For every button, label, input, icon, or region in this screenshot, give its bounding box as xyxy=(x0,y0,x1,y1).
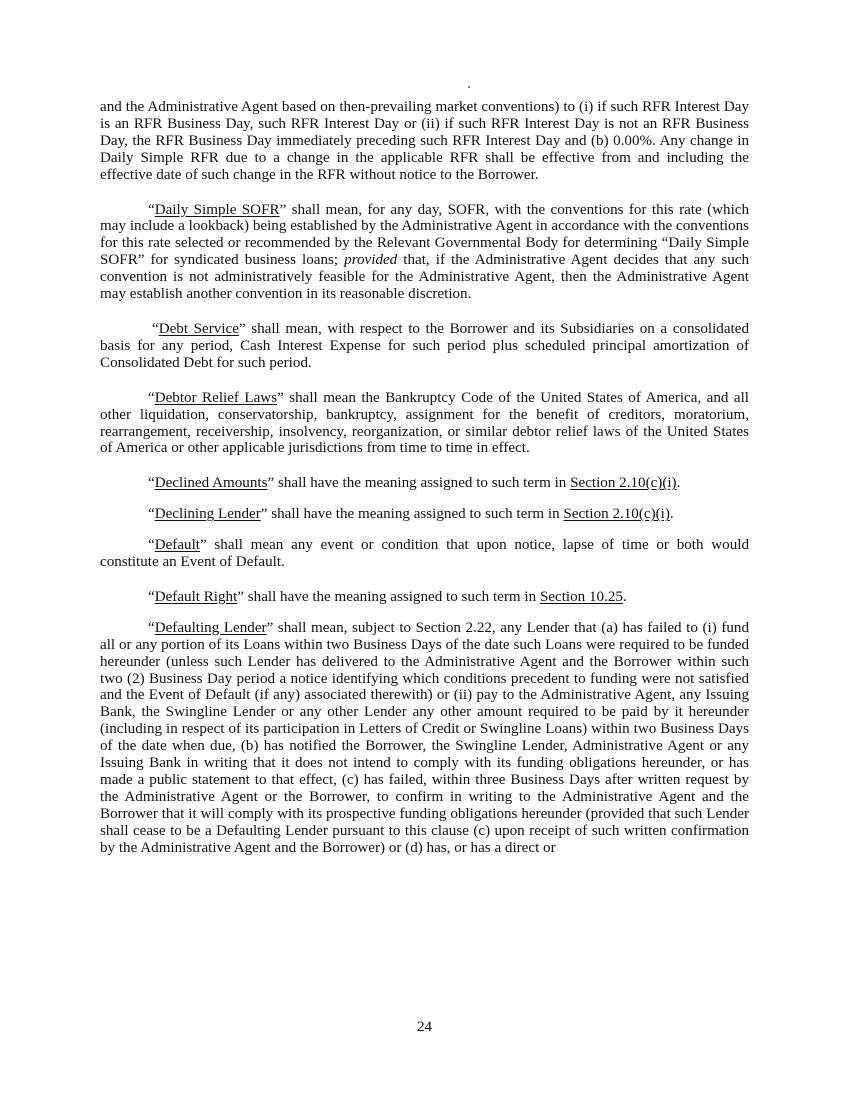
definition-debtor-relief-laws: “Debtor Relief Laws” shall mean the Bankruptcy Code of the United States of America, and all other liquidation, conservatorship, bankruptcy, assignment for the benefit of creditors, moratorium, rearrangement, receivership, insolvency, reorganization, or similar debtor relief laws of the United States of America or other applicable jurisdictions from time to time in effect. xyxy=(100,389,749,457)
period: . xyxy=(622,588,627,605)
period: . xyxy=(669,506,674,523)
section-reference: Section 2.10(c)(i) xyxy=(563,506,670,523)
definition-default-right: “Default Right” shall have the meaning assigned to such term in Section 10.25. xyxy=(148,588,627,605)
definition-text: ” shall have the meaning assigned to such term in xyxy=(260,506,564,523)
defined-term: Debtor Relief Laws xyxy=(154,389,278,406)
defined-term: Default Right xyxy=(154,588,238,605)
section-reference: Section 2.10(c)(i) xyxy=(570,475,677,492)
period: . xyxy=(676,475,681,492)
definition-text: ” shall mean, subject to Section 2.22, any Lender that (a) has failed to (i) fund all or any portion of its Loans within two Business Days of the date such Loans were required to be funded hereunder (unless such Lender has delivered to the Administrative Agent and the Borrower within such two (2) Business Day period a notice identifying which conditions precedent to funding were not satisfied and the Event of Default (if any) associated therewith) or (ii) pay to the Administrative Agent, any Issuing Bank, the Swingline Lender or any other Lender any other amount required to be paid by it hereunder (including in respect of its participation in Letters of Credit or Swingline Loans) within two Business Days of the date when due, (b) has notified the Borrower, the Swingline Lender, Administrative Agent or any Issuing Bank in writing that it does not intend to comply with its funding obligations hereunder, or has made a public statement to that effect, (c) has failed, within three Business Days after written request by the Administrative Agent or the Borrower, to confirm in writing to the Administrative Agent and the Borrower that it will comply with its prospective funding obligations hereunder (provided that such Lender shall cease to be a Defaulting Lender pursuant to this clause (c) upon receipt of such written confirmation by the Administrative Agent and the Borrower) or (d) has, or has a direct or xyxy=(100,619,749,856)
defined-term: Declined Amounts xyxy=(154,475,268,492)
document-body xyxy=(100,99,749,875)
defined-term: Declining Lender xyxy=(154,506,261,523)
defined-term: Default xyxy=(154,537,200,554)
definition-debt-service: “Debt Service” shall mean, with respect to the Borrower and its Subsidiaries on a consolidated basis for any period, Cash Interest Expense for such period plus scheduled principal amortization of Consolidated Debt for such period. xyxy=(100,320,749,371)
definition-text: ” shall mean, for any day, SOFR, with the conventions for this rate (which may include a lookback) being established by the Administrative Agent in accordance with the conventions for this rate selected or recommended by the Relevant Governmental Body for determining “Daily Simple SOFR” for syndicated business loans; xyxy=(100,201,750,269)
definition-text: ” shall have the meaning assigned to such term in xyxy=(267,475,571,492)
definition-declining-lender: “Declining Lender” shall have the meaning assigned to such term in Section 2.10(c)(i). xyxy=(148,506,674,523)
scan-speck xyxy=(468,86,470,88)
definition-text: ” shall mean the Bankruptcy Code of the United States of America, and all other liquidation, conservatorship, bankruptcy, assignment for the benefit of creditors, moratorium, rearrangement, receivership, insolvency, reorganization, or similar debtor relief laws of the United States of America or other applicable jurisdictions from time to time in effect. xyxy=(100,389,749,457)
paragraph-daily-simple-rfr-continued: and the Administrative Agent based on then-prevailing market conventions) to (i) if such RFR Interest Day is an RFR Business Day, such RFR Interest Day or (ii) if such RFR Interest Day is not an RFR Business Day, the RFR Business Day immediately preceding such RFR Interest Day and (b) 0.00%. Any change in Daily Simple RFR due to a change in the applicable RFR shall be effective from and including the effective date of such change in the RFR without notice to the Borrower. xyxy=(100,99,749,183)
definition-declined-amounts: “Declined Amounts” shall have the meaning assigned to such term in Section 2.10(c)(i). xyxy=(148,475,681,492)
definition-daily-simple-sofr: “Daily Simple SOFR” shall mean, for any day, SOFR, with the conventions for this rate (which may include a lookback) being established by the Administrative Agent in accordance with the conventions for this rate selected or recommended by the Relevant Governmental Body for determining “Daily Simple SOFR” for syndicated business loans; provided that, if the Administrative Agent decides that any such convention is not administratively feasible for the Administrative Agent, then the Administrative Agent may establish another convention in its reasonable discretion. xyxy=(100,201,750,303)
italic-text: provided xyxy=(344,252,398,269)
definition-defaulting-lender: “Defaulting Lender” shall mean, subject to Section 2.22, any Lender that (a) has failed to (i) fund all or any portion of its Loans within two Business Days of the date such Loans were required to be funded hereunder (unless such Lender has delivered to the Administrative Agent and the Borrower within such two (2) Business Day period a notice identifying which conditions precedent to funding were not satisfied and the Event of Default (if any) associated therewith) or (ii) pay to the Administrative Agent, any Issuing Bank, the Swingline Lender or any other Lender any other amount required to be paid by it hereunder (including in respect of its participation in Letters of Credit or Swingline Loans) within two Business Days of the date when due, (b) has notified the Borrower, the Swingline Lender, Administrative Agent or any Issuing Bank in writing that it does not intend to comply with its funding obligations hereunder, or has made a public statement to that effect, (c) has failed, within three Business Days after written request by the Administrative Agent or the Borrower, to confirm in writing to the Administrative Agent and the Borrower that it will comply with its prospective funding obligations hereunder (provided that such Lender shall cease to be a Defaulting Lender pursuant to this clause (c) upon receipt of such written confirmation by the Administrative Agent and the Borrower) or (d) has, or has a direct or xyxy=(100,619,749,856)
definition-text: that, if the Administrative Agent decides that any such convention is not administratively feasible for the Administrative Agent, then the Administrative Agent may establish another convention in its reasonable discretion. xyxy=(100,252,749,303)
definition-text: ” shall mean, with respect to the Borrower and its Subsidiaries on a consolidated basis for any period, Cash Interest Expense for such period plus scheduled principal amortization of Consolidated Debt for such period. xyxy=(100,320,749,371)
definition-text: ” shall mean any event or condition that upon notice, lapse of time or both would constitute an Event of Default. xyxy=(100,537,749,571)
defined-term: Debt Service xyxy=(158,320,239,337)
section-reference: Section 10.25 xyxy=(539,588,623,605)
defined-term: Daily Simple SOFR xyxy=(154,201,280,218)
page-number: 24 xyxy=(416,1019,433,1035)
defined-term: Defaulting Lender xyxy=(154,619,267,636)
definition-text: ” shall have the meaning assigned to such term in xyxy=(237,588,540,605)
definition-default: “Default” shall mean any event or condition that upon notice, lapse of time or both would constitute an Event of Default. xyxy=(100,537,749,571)
